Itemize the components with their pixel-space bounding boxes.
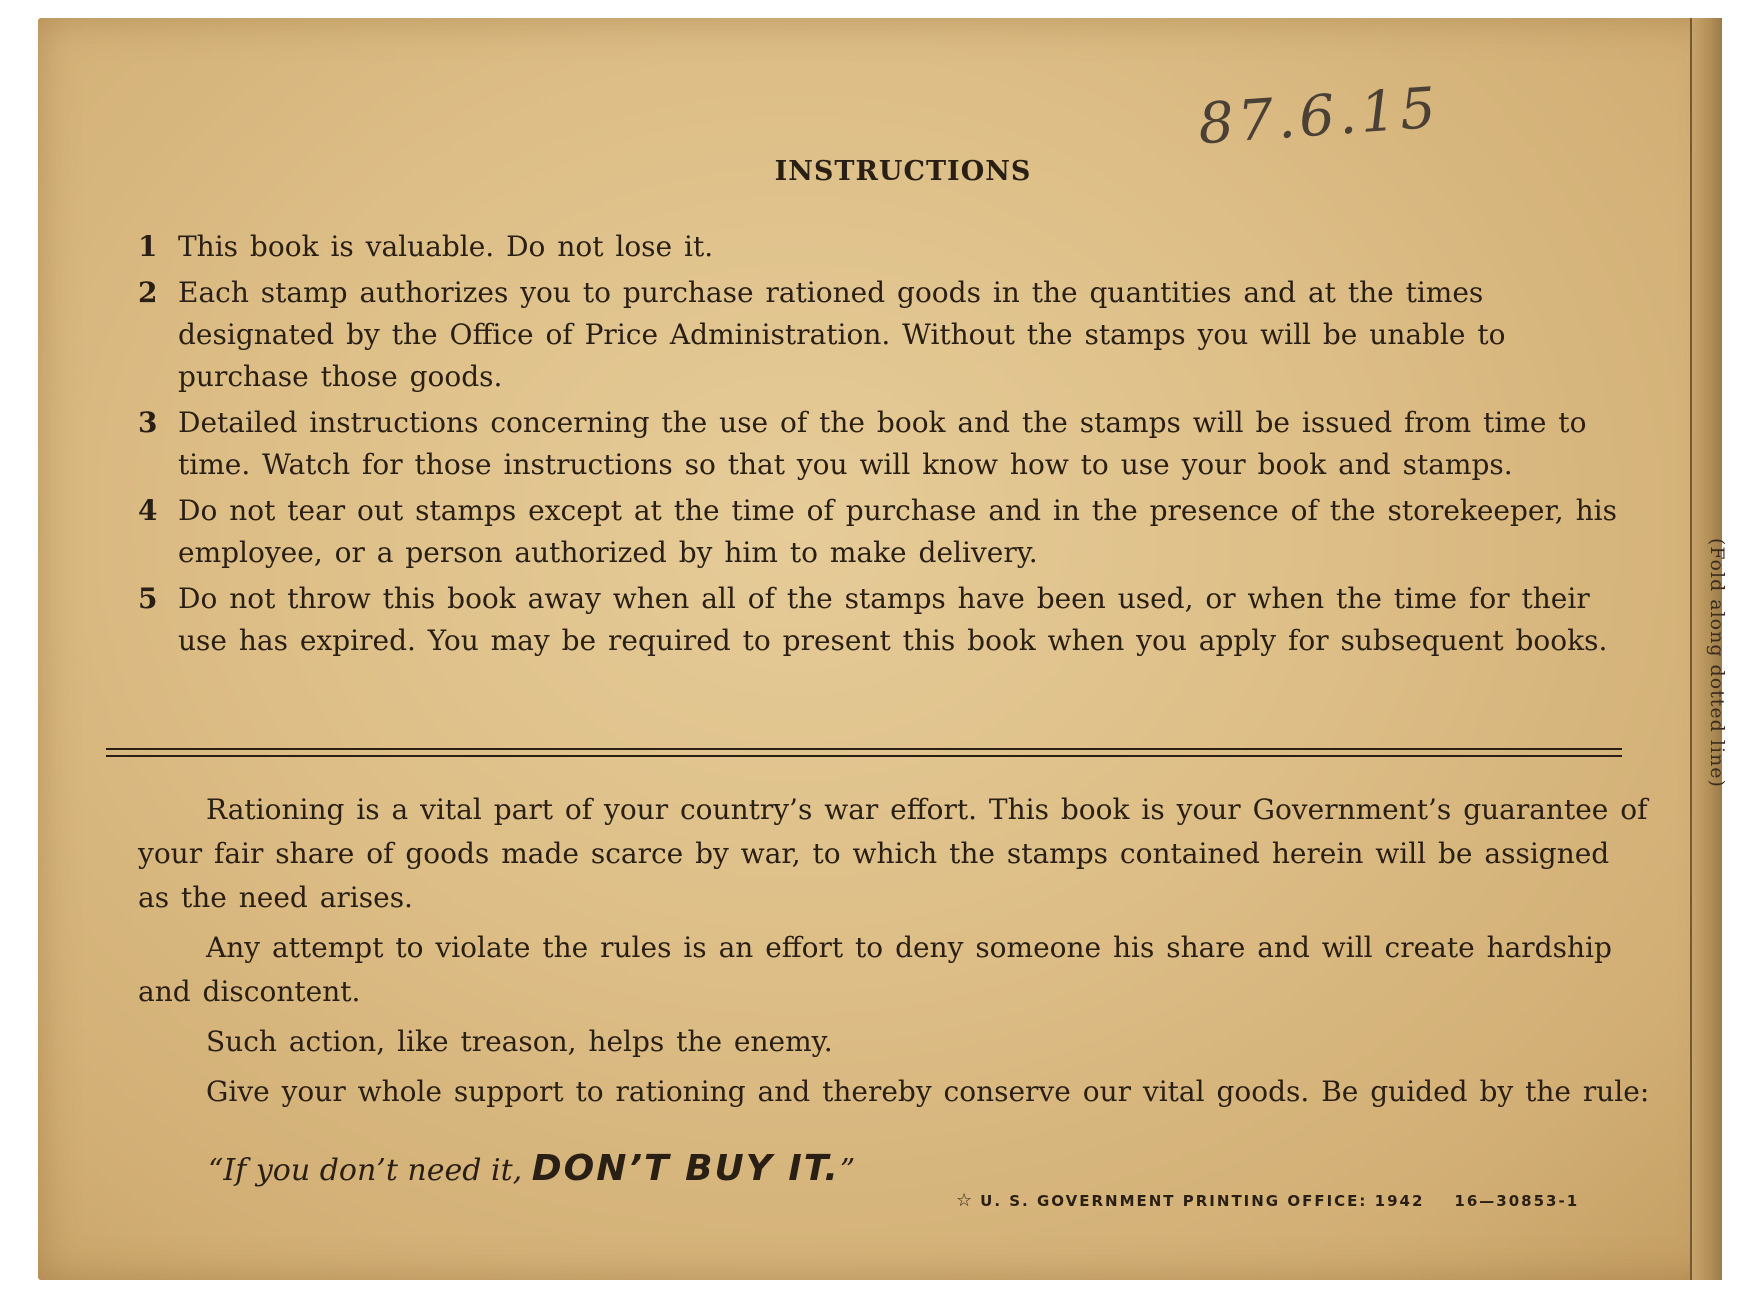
slogan-prefix: “If you don’t need it, (208, 1153, 532, 1188)
fold-instruction: (Fold along dotted line) (1706, 538, 1728, 788)
handwritten-catalog-number: 87.6.15 (1196, 75, 1442, 158)
form-number: 16—30853-1 (1454, 1192, 1580, 1210)
slogan-emphasis: DON’T BUY IT. (531, 1148, 840, 1189)
slogan (208, 1148, 855, 1189)
instructions-heading: INSTRUCTIONS (774, 156, 1032, 187)
rationing-paragraph: Such action, like treason, helps the enemy. (206, 1025, 833, 1058)
star-icon: ☆ (956, 1190, 975, 1211)
rationing-paragraph: Any attempt to violate the rules is an effort to deny someone his share and will create hardship and discontent. (138, 931, 1612, 1008)
instruction-text: Do not throw this book away when all of the stamps have been used, or when the time for their use has expired. You may be required to present this book when you apply for subsequent books. (178, 582, 1608, 657)
instruction-item (138, 226, 1648, 268)
instruction-item (138, 490, 1648, 574)
instruction-number: 4 (138, 494, 158, 527)
slogan-suffix: ” (839, 1153, 856, 1188)
instruction-item (138, 578, 1648, 662)
rationing-paragraph: Give your whole support to rationing and thereby conserve our vital goods. Be guided by the rule: (206, 1075, 1650, 1108)
instruction-number: 3 (138, 406, 158, 439)
instruction-number: 5 (138, 582, 158, 615)
rationing-statement (138, 788, 1650, 1120)
instruction-number: 1 (138, 230, 158, 263)
instruction-number: 2 (138, 276, 158, 309)
double-divider-line (106, 748, 1622, 757)
instruction-text: Do not tear out stamps except at the time of purchase and in the presence of the storekeeper, his employee, or a person authorized by him to make delivery. (178, 494, 1617, 569)
printer-imprint (956, 1190, 1579, 1211)
instructions-list (138, 226, 1648, 666)
instruction-item (138, 272, 1648, 398)
rationing-paragraph: Rationing is a vital part of your country’s war effort. This book is your Government’s guarantee of your fair share of goods made scarce by war, to which the stamps contained herein will be assigned as the need arises. (138, 793, 1648, 914)
printing-office: U. S. GOVERNMENT PRINTING OFFICE: 1942 (980, 1192, 1425, 1210)
instruction-text: Each stamp authorizes you to purchase rationed goods in the quantities and at the times designated by the Office of Price Administration. Without the stamps you will be unable to purchase those goods. (178, 276, 1506, 393)
ration-book-back-cover (38, 18, 1728, 1280)
instruction-text: This book is valuable. Do not lose it. (178, 230, 714, 263)
instruction-item (138, 402, 1648, 486)
instruction-text: Detailed instructions concerning the use of the book and the stamps will be issued from time to time. Watch for those instructions so that you will know how to use your book and stamps. (178, 406, 1587, 481)
